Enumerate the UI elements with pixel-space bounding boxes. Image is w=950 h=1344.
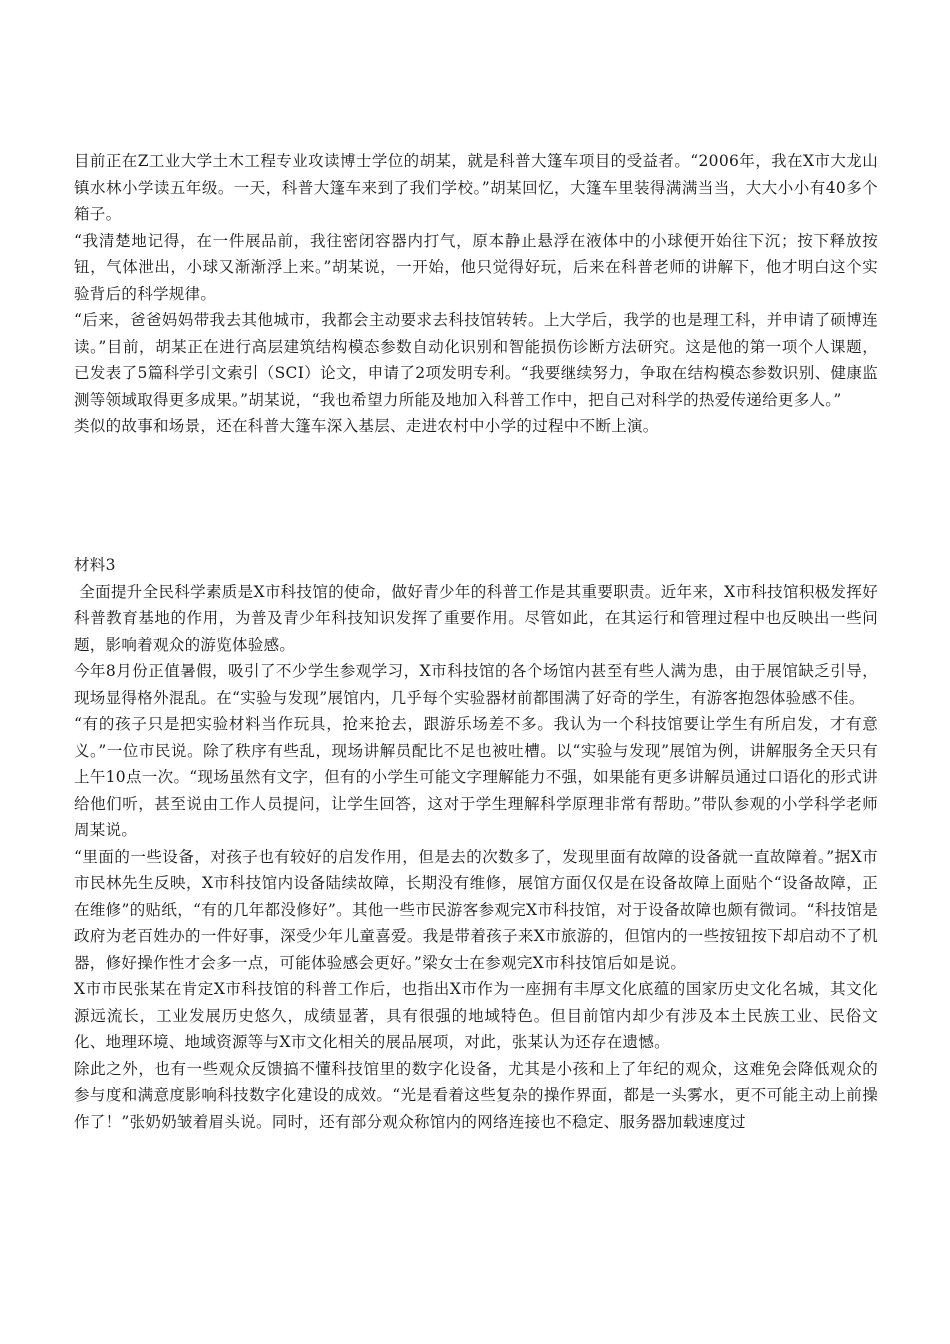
material-3-section bbox=[74, 552, 878, 1135]
paragraph: “后来，爸爸妈妈带我去其他城市，我都会主动要求去科技馆转转。上大学后，我学的也是理工科，并申请了硕博连读。”目前，胡某正在进行高层建筑结构模态参数自动化识别和智能损伤诊断方法研究。这是他的第一项个人课题，已发表了5篇科学引文索引（SCI）论文，申请了2项发明专利。“我要继续努力，争取在结构模态参数识别、健康监测等领域取得更多成果。”胡某说，“我也希望力所能及地加入科普工作中，把自己对科学的热爱传递给更多人。” bbox=[74, 311, 878, 409]
paragraph: X市市民张某在肯定X市科技馆的科普工作后，也指出X市作为一座拥有丰厚文化底蕴的国家历史文化名城，其文化源远流长，工业发展历史悠久，成绩显著，具有很强的地域特色。但目前馆内却少有涉及本土民族工业、民俗文化、地理环境、地域资源等与X市文化相关的展品展项，对此，张某认为还存在遗憾。 bbox=[74, 980, 878, 1051]
section-heading: 材料3 bbox=[74, 556, 116, 574]
story-section bbox=[74, 148, 878, 440]
paragraph: “有的孩子只是把实验材料当作玩具，抢来抢去，跟游乐场差不多。我认为一个科技馆要让学生有所启发，才有意义。”一位市民说。除了秩序有些乱，现场讲解员配比不足也被吐槽。以“实验与发现”展馆为例，讲解服务全天只有上午10点一次。“现场虽然有文字，但有的小学生可能文字理解能力不强，如果能有更多讲解员通过口语化的形式讲给他们听，甚至说由工作人员提问，让学生回答，这对于学生理解科学原理非常有帮助。”带队参观的小学科学老师周某说。 bbox=[74, 715, 878, 839]
paragraph: 除此之外，也有一些观众反馈搞不懂科技馆里的数字化设备，尤其是小孩和上了年纪的观众，这难免会降低观众的参与度和满意度影响科技数字化建设的成效。“光是看着这些复杂的操作界面，都是一头雾水，更不可能主动上前操作了！”张奶奶皱着眉头说。同时，还有部分观众称馆内的网络连接也不稳定、服务器加载速度过 bbox=[74, 1059, 878, 1131]
paragraph: 全面提升全民科学素质是X市科技馆的使命，做好青少年的科普工作是其重要职责。近年来，X市科技馆积极发挥好科普教育基地的作用，为普及青少年科技知识发挥了重要作用。尽管如此，在其运行和管理过程中也反映出一些问题，影响着观众的游览体验感。 bbox=[74, 582, 878, 654]
paragraph: 今年8月份正值暑假，吸引了不少学生参观学习，X市科技馆的各个场馆内甚至有些人满为患，由于展馆缺乏引导，现场显得格外混乱。在“实验与发现”展馆内，几乎每个实验器材前都围满了好奇的学生，有游客抱怨体验感不佳。 bbox=[74, 662, 878, 707]
paragraph: 类似的故事和场景，还在科普大篷车深入基层、走进农村中小学的过程中不断上演。 bbox=[74, 417, 659, 435]
paragraph: “我清楚地记得，在一件展品前，我往密闭容器内打气，原本静止悬浮在液体中的小球便开始往下沉；按下释放按钮，气体泄出，小球又渐渐浮上来。”胡某说，一开始，他只觉得好玩，后来在科普老师的讲解下，他才明白这个实验背后的科学规律。 bbox=[74, 231, 878, 303]
paragraph: “里面的一些设备，对孩子也有较好的启发作用，但是去的次数多了，发现里面有故障的设备就一直故障着。”据X市市民林先生反映，X市科技馆内设备陆续故障，长期没有维修，展馆方面仅仅是在设备故障上面贴个“设备故障，正在维修”的贴纸，“有的几年都没修好”。其他一些市民游客参观完X市科技馆，对于设备故障也颇有微词。“科技馆是政府为老百姓办的一件好事，深受少年儿童喜爱。我是带着孩子来X市旅游的，但馆内的一些按钮按下却启动不了机器，修好操作性才会多一点，可能体验感会更好。”梁女士在参观完X市科技馆后如是说。 bbox=[74, 847, 878, 972]
paragraph: 目前正在Z工业大学土木工程专业攻读博士学位的胡某，就是科普大篷车项目的受益者。“2006年，我在X市大龙山镇水林小学读五年级。一天，科普大篷车来到了我们学校。”胡某回忆，大篷车里装得满满当当，大大小小有40多个箱子。 bbox=[74, 152, 878, 223]
